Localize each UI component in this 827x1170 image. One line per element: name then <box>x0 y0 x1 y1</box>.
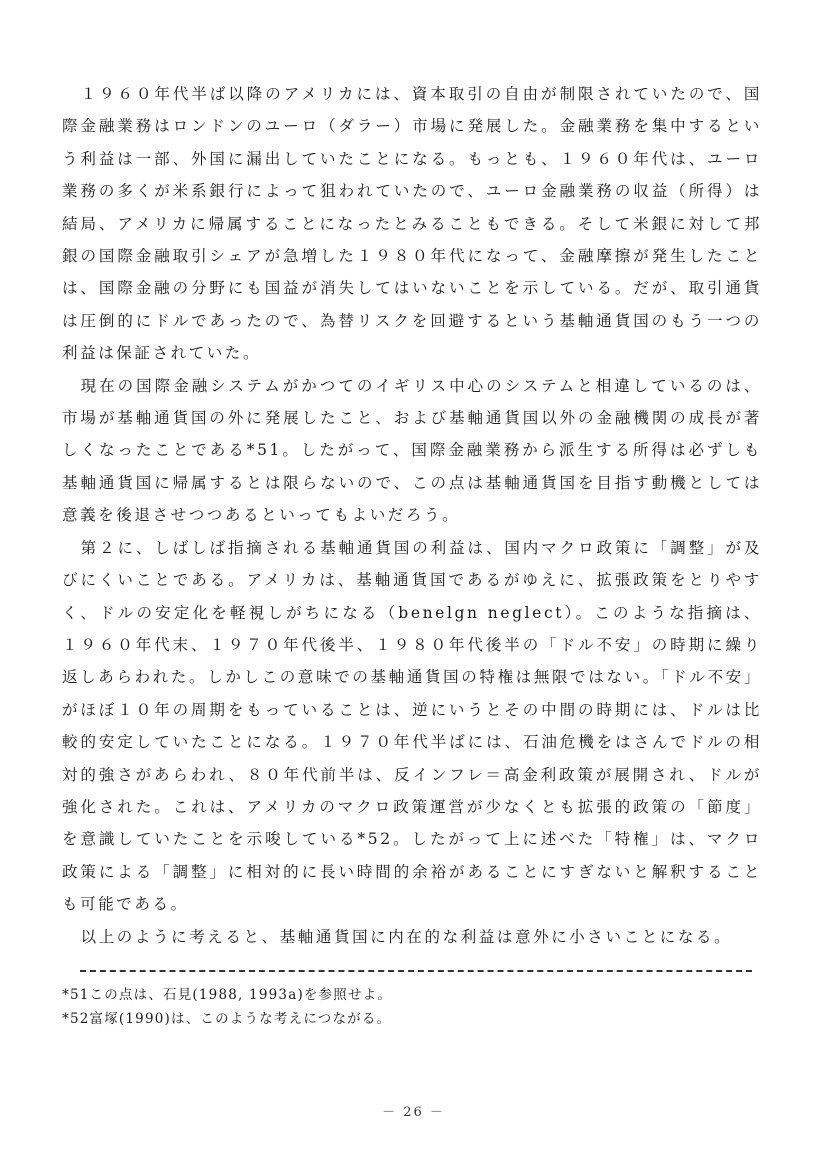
footnote-52: *52富塚(1990)は、このような考えにつながる。 <box>62 1011 392 1027</box>
paragraph-2: 現在の国際金融システムがかつてのイギリス中心のシステムと相違しているのは、市場が基軸通貨国の外に発展したこと、および基軸通貨国以外の金融機関の成長が著しくなったことである*51。したがって、国際金融業務から派生する所得は必ずしも基軸通貨国に帰属するとは限らないので、この点は基軸通貨国を目指す動機としては意義を後退させつつあるといってもよいだろう。 <box>62 376 762 525</box>
page-number: － 26 － <box>382 1105 445 1120</box>
footnote-51: *51この点は、石見(1988, 1993a)を参照せよ。 <box>62 987 393 1003</box>
footnotes <box>62 983 762 1031</box>
body-text <box>62 78 762 953</box>
footnote-divider <box>80 970 752 972</box>
paragraph-4: 以上のように考えると、基軸通貨国に内在的な利益は意外に小さいことになる。 <box>80 927 733 946</box>
paragraph-1: １９６０年代半ば以降のアメリカには、資本取引の自由が制限されていたので、国際金融業務はロンドンのユーロ（ダラー）市場に発展した。金融業務を集中するという利益は一部、外国に漏出していたことになる。もっとも、１９６０年代は、ユーロ業務の多くが米系銀行によって狙われていたので、ユーロ金融業務の収益（所得）は結局、アメリカに帰属することになったとみることもできる。そして米銀に対して邦銀の国際金融取引シェアが急増した１９８０年代になって、金融摩擦が発生したことは、国際金融の分野にも国益が消失してはいないことを示している。だが、取引通貨は圧倒的にドルであったので、為替リスクを回避するという基軸通貨国のもう一つの利益は保証されていた。 <box>62 85 762 363</box>
paragraph-3: 第２に、しばしば指摘される基軸通貨国の利益は、国内マクロ政策に「調整」が及びにくいことである。アメリカは、基軸通貨国であるがゆえに、拡張政策をとりやすく、ドルの安定化を軽視しがちになる（benelgn neglect）。このような指摘は、１９６０年代末、１９７０年代後半、１９８０年代後半の「ドル不安」の時期に繰り返しあらわれた。しかしこの意味での基軸通貨国の特権は無限ではない。「ドル不安」がほぼ１０年の周期をもっていることは、逆にいうとその中間の時期には、ドルは比較的安定していたことになる。１９７０年代半ばには、石油危機をはさんでドルの相対的強さがあらわれ、８０年代前半は、反インフレ＝高金利政策が展開され、ドルが強化された。これは、アメリカのマクロ政策運営が少なくとも拡張的政策の「節度」を意識していたことを示唆している*52。したがって上に述べた「特権」は、マクロ政策による「調整」に相対的に長い時間的余裕があることにすぎないと解釈することも可能である。 <box>62 538 762 914</box>
